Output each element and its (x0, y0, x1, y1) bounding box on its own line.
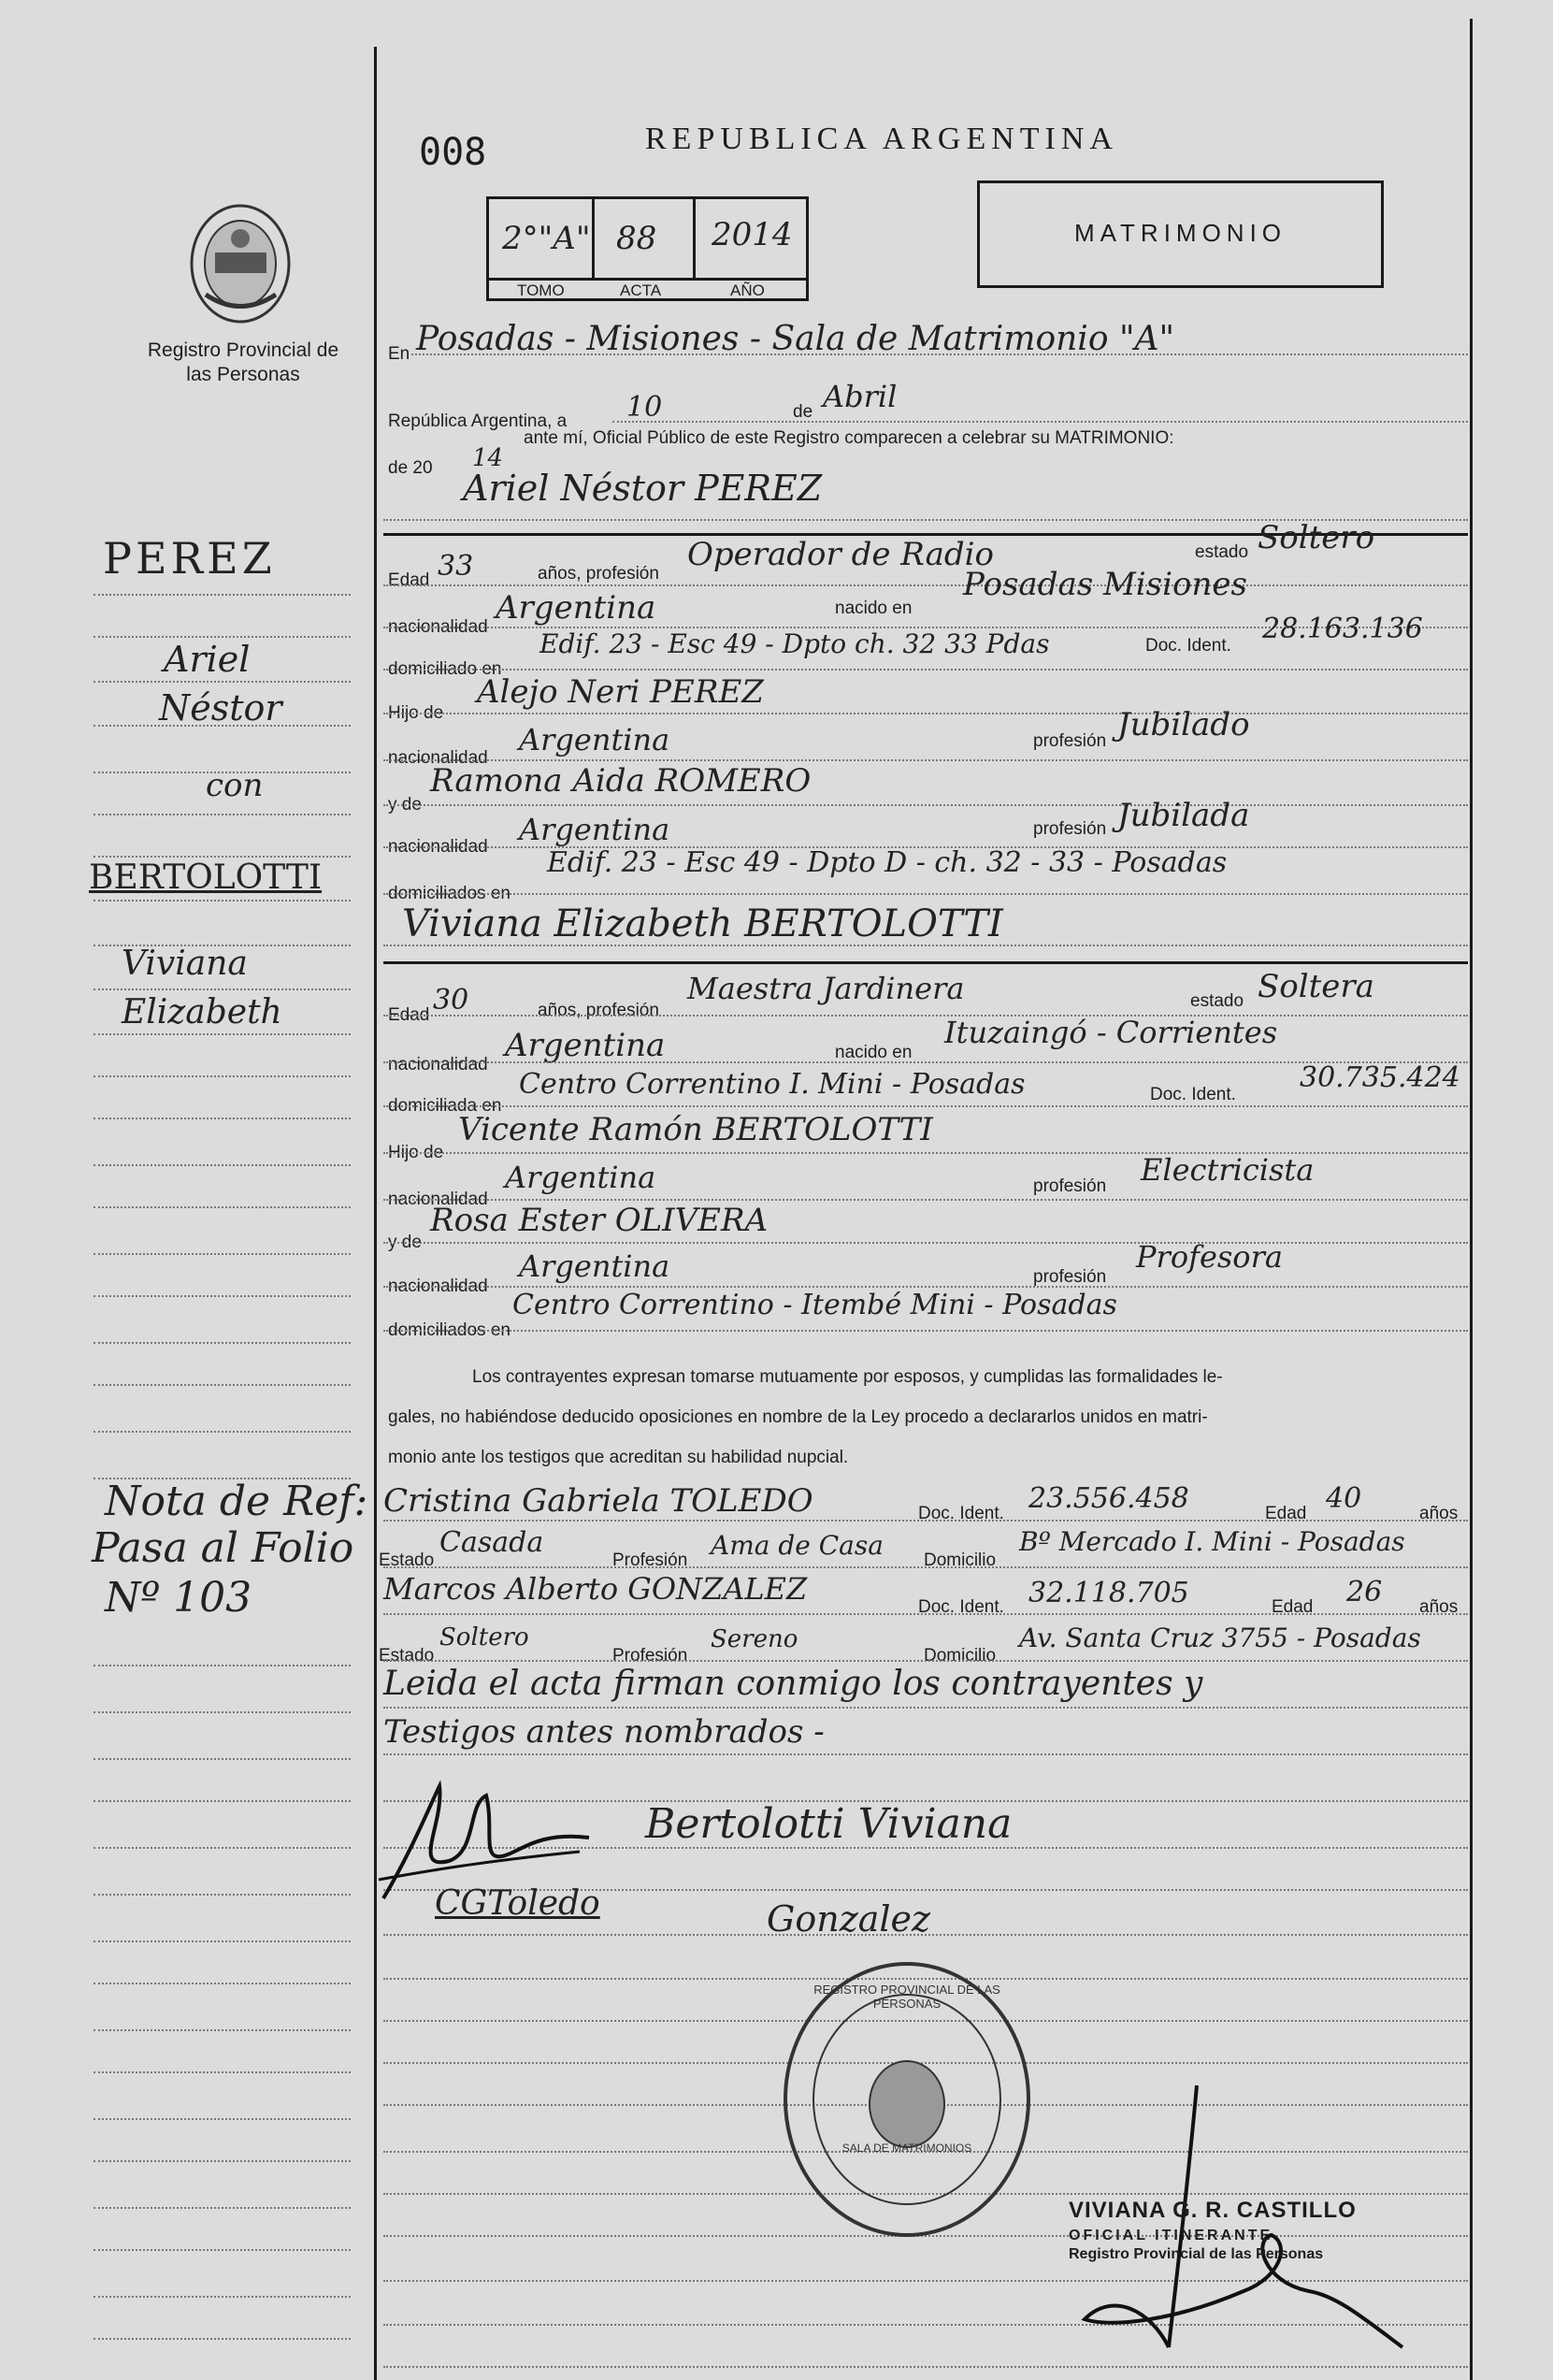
year-value: 14 (472, 444, 504, 472)
acta-label: ACTA (620, 281, 662, 299)
official-title: OFICIAL ITINERANTE (1069, 2228, 1273, 2243)
declaration-line1: Los contrayentes expresan tomarse mutuamente por esposos, y cumplidas las formalidades le- (472, 1367, 1223, 1387)
margin-con: con (206, 767, 264, 804)
declaration-line2: gales, no habiéndose deducido oposiciones en nombre de la Ley procedo a declararlos unidos en matri- (388, 1407, 1208, 1427)
groom-father: Alejo Neri PEREZ (477, 673, 764, 711)
witness2-name: Marcos Alberto GONZALEZ (383, 1571, 808, 1607)
office-title: Registro Provincial de las Personas (147, 339, 339, 385)
bride-father-profesion: Electricista (1141, 1152, 1315, 1188)
right-margin-rule (1470, 19, 1473, 2380)
margin-surname2: BERTOLOTTI (89, 858, 323, 897)
acta-value: 88 (616, 220, 657, 257)
witness2-edad: 26 (1346, 1576, 1383, 1608)
groom-profesion: Operador de Radio (687, 536, 995, 573)
bride-mother-profesion: Profesora (1136, 1239, 1283, 1275)
bride-signature: Bertolotti Viviana (645, 1800, 1013, 1848)
witness2-domicilio: Av. Santa Cruz 3755 - Posadas (1019, 1623, 1421, 1653)
act-type-box (977, 180, 1384, 288)
official-office: Registro Provincial de las Personas (1069, 2246, 1324, 2262)
official-name: VIVIANA G. R. CASTILLO (1069, 2198, 1357, 2223)
groom-parents-domicilio: Edif. 23 - Esc 49 - Dpto D - ch. 32 - 33 - Posadas (547, 846, 1228, 879)
country-heading: REPUBLICA ARGENTINA (645, 122, 1118, 156)
witness1-edad: 40 (1326, 1482, 1362, 1515)
witness2-signature: Gonzalez (767, 1898, 931, 1940)
de20-label: de 20 (388, 458, 433, 478)
witness2-profesion: Sereno (711, 1625, 798, 1653)
margin-name2b: Elizabeth (122, 993, 282, 1031)
bride-mother-nacionalidad: Argentina (519, 1248, 670, 1284)
tomo-label: TOMO (517, 281, 565, 299)
left-margin-rule (374, 47, 377, 2380)
witness1-profesion: Ama de Casa (711, 1530, 884, 1561)
ano-label: AÑO (730, 281, 765, 299)
stamp-ring-text: REGISTRO PROVINCIAL DE LAS PERSONAS (813, 1983, 1000, 2011)
act-type: MATRIMONIO (1073, 219, 1287, 247)
margin-surname1: PEREZ (103, 533, 276, 584)
tomo-value: 2°"A" (502, 220, 591, 257)
closing-line1: Leida el acta firman conmigo los contrayentes y (383, 1665, 1203, 1703)
groom-edad: 33 (438, 550, 474, 583)
witness1-estado: Casada (439, 1526, 544, 1559)
bride-edad: 30 (433, 984, 469, 1017)
closing-line2: Testigos antes nombrados - (383, 1713, 825, 1751)
groom-doc: 28.163.136 (1262, 613, 1423, 645)
groom-domicilio: Edif. 23 - Esc 49 - Dpto ch. 32 33 Pdas (539, 628, 1050, 659)
bride-nacido-en: Ituzaingó - Corrientes (944, 1015, 1278, 1050)
day-value: 10 (626, 391, 663, 424)
groom-nacionalidad: Argentina (496, 589, 656, 627)
month-value: Abril (823, 379, 898, 414)
ante-text: ante mí, Oficial Público de este Registro comparecen a celebrar su MATRIMONIO: (524, 428, 1174, 448)
witness2-estado: Soltero (439, 1623, 529, 1652)
groom-estado: Soltero (1258, 519, 1375, 556)
margin-note2: Pasa al Folio (92, 1524, 354, 1572)
witness1-signature: CGToledo (435, 1884, 600, 1923)
groom-mother-nacionalidad: Argentina (519, 812, 670, 847)
bride-parents-domicilio: Centro Correntino - Itembé Mini - Posadas (512, 1289, 1117, 1321)
witness2-doc: 32.118.705 (1028, 1577, 1189, 1609)
ano-value: 2014 (712, 216, 793, 253)
bride-nacionalidad: Argentina (505, 1027, 666, 1064)
bride-father: Vicente Ramón BERTOLOTTI (458, 1111, 933, 1148)
witness1-name: Cristina Gabriela TOLEDO (383, 1482, 813, 1520)
registry-ref-box (486, 196, 809, 301)
bride-domicilio: Centro Correntino I. Mini - Posadas (519, 1068, 1026, 1101)
en-label: En (388, 344, 410, 364)
page-number: 008 (419, 131, 487, 174)
groom-mother: Ramona Aida ROMERO (430, 762, 812, 800)
bride-estado: Soltera (1258, 968, 1374, 1005)
republica-label: República Argentina, a (388, 411, 568, 431)
declaration-line3: monio ante los testigos que acreditan su habilidad nupcial. (388, 1448, 849, 1467)
witness1-doc: 23.556.458 (1028, 1482, 1189, 1515)
de-label: de (793, 402, 813, 422)
bride-doc: 30.735.424 (1300, 1061, 1460, 1094)
provincial-seal-icon (187, 201, 295, 327)
witness1-domicilio: Bº Mercado I. Mini - Posadas (1019, 1526, 1405, 1557)
margin-name1a: Ariel (164, 639, 251, 680)
groom-full-name: Ariel Néstor PEREZ (463, 468, 823, 509)
margin-note1: Nota de Ref: (105, 1478, 368, 1525)
bride-mother: Rosa Ester OLIVERA (430, 1202, 769, 1239)
margin-name1b: Néstor (159, 687, 282, 728)
stamp-inner-text: SALA DE MATRIMONIOS (841, 2142, 972, 2155)
margin-name2a: Viviana (122, 945, 248, 983)
groom-father-nacionalidad: Argentina (519, 722, 670, 757)
bride-profesion: Maestra Jardinera (687, 971, 965, 1006)
groom-father-profesion: Jubilado (1117, 706, 1250, 743)
groom-mother-profesion: Jubilada (1117, 797, 1250, 834)
bride-father-nacionalidad: Argentina (505, 1160, 656, 1195)
place-value: Posadas - Misiones - Sala de Matrimonio "A" (416, 320, 1175, 358)
margin-note3: Nº 103 (105, 1574, 252, 1622)
groom-nacido-en: Posadas Misiones (963, 566, 1247, 603)
bride-full-name: Viviana Elizabeth BERTOLOTTI (402, 902, 1003, 945)
